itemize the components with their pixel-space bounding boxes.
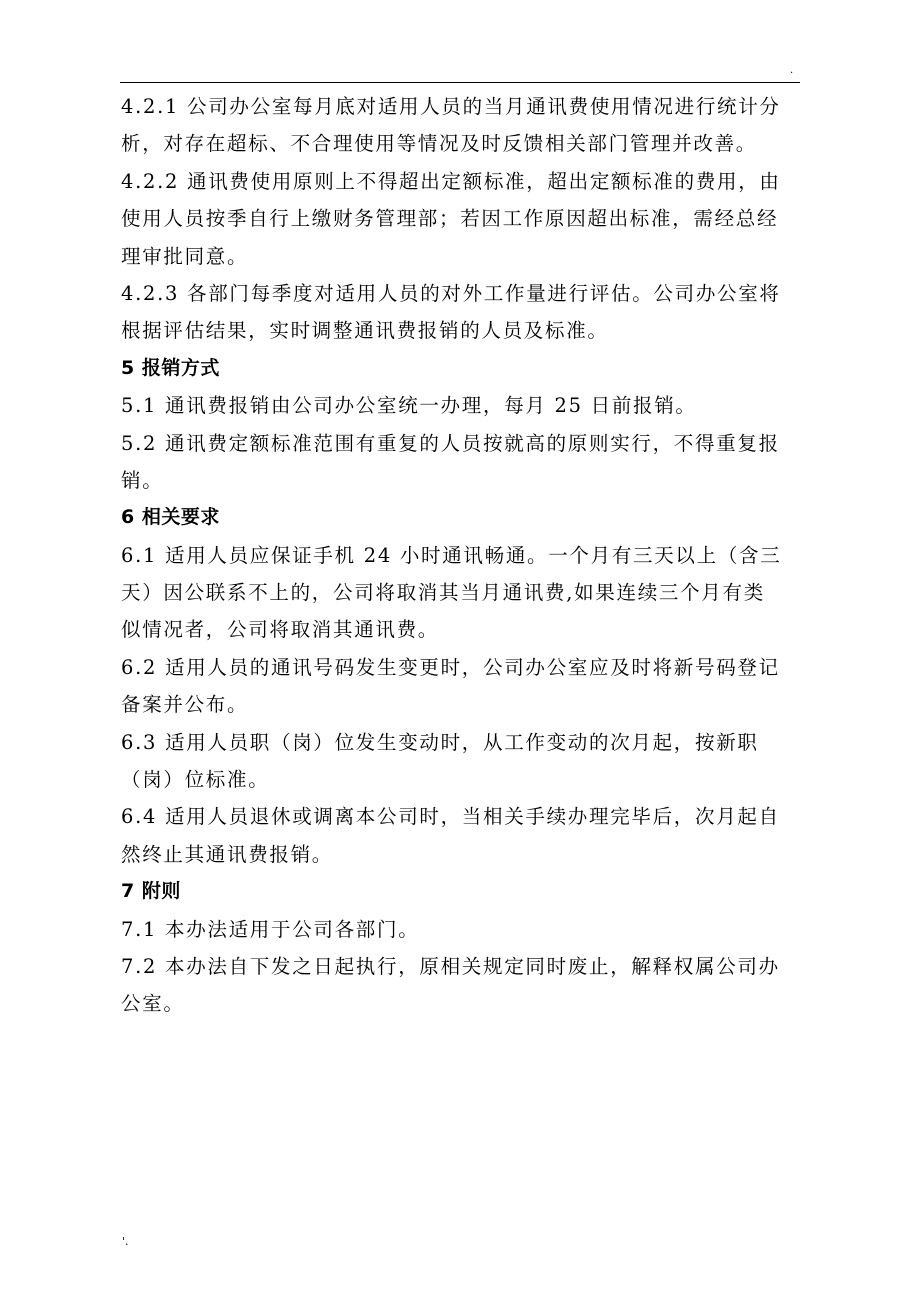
text-line: 天）因公联系不上的，公司将取消其当月通讯费,如果连续三个月有类	[121, 581, 765, 605]
header-mark: .	[790, 65, 794, 76]
text-line: 7.1 本办法适用于公司各部门。	[121, 917, 420, 941]
section-heading: 5 报销方式	[121, 356, 220, 379]
text-line: 根据评估结果，实时调整通讯费报销的人员及标准。	[121, 319, 609, 343]
text-line: 6.4 适用人员退休或调离本公司时，当相关手续办理完毕后，次月起自	[121, 805, 780, 829]
text-line: 使用人员按季自行上缴财务管理部；若因工作原因超出标准，需经总经	[121, 207, 779, 231]
text-line: 似情况者，公司将取消其通讯费。	[121, 618, 440, 642]
text-line: 公室。	[121, 992, 185, 1016]
text-line: 6.3 适用人员职（岗）位发生变动时，从工作变动的次月起，按新职	[121, 730, 759, 754]
text-line: 6.2 适用人员的通讯号码发生变更时，公司办公室应及时将新号码登记	[121, 655, 780, 679]
section-heading: 7 附则	[121, 880, 181, 903]
text-line: 销。	[121, 468, 164, 492]
header-rule	[120, 82, 800, 83]
text-line: 析，对存在超标、不合理使用等情况及时反馈相关部门管理并改善。	[121, 132, 758, 156]
text-line: 理审批同意。	[121, 244, 249, 268]
text-line: 备案并公布。	[121, 693, 249, 717]
text-line: 4.2.2 通讯费使用原则上不得超出定额标准，超出定额标准的费用，由	[121, 169, 781, 193]
text-line: （岗）位标准。	[121, 768, 270, 792]
text-line: 6.1 适用人员应保证手机 24 小时通讯畅通。一个月有三天以上（含三	[121, 543, 782, 567]
text-line: 7.2 本办法自下发之日起执行，原相关规定同时废止，解释权属公司办	[121, 954, 780, 978]
text-line: 然终止其通讯费报销。	[121, 842, 334, 866]
text-line: 5.1 通讯费报销由公司办公室统一办理，每月 25 日前报销。	[121, 394, 697, 418]
footer-mark: '.	[122, 1235, 129, 1248]
text-line: 5.2 通讯费定额标准范围有重复的人员按就高的原则实行，不得重复报	[121, 431, 780, 455]
document-body	[121, 88, 799, 1023]
text-line: 4.2.3 各部门每季度对适用人员的对外工作量进行评估。公司办公室将	[121, 281, 781, 305]
text-line: 4.2.1 公司办公室每月底对适用人员的当月通讯费使用情况进行统计分	[121, 95, 781, 118]
section-heading: 6 相关要求	[121, 506, 220, 529]
